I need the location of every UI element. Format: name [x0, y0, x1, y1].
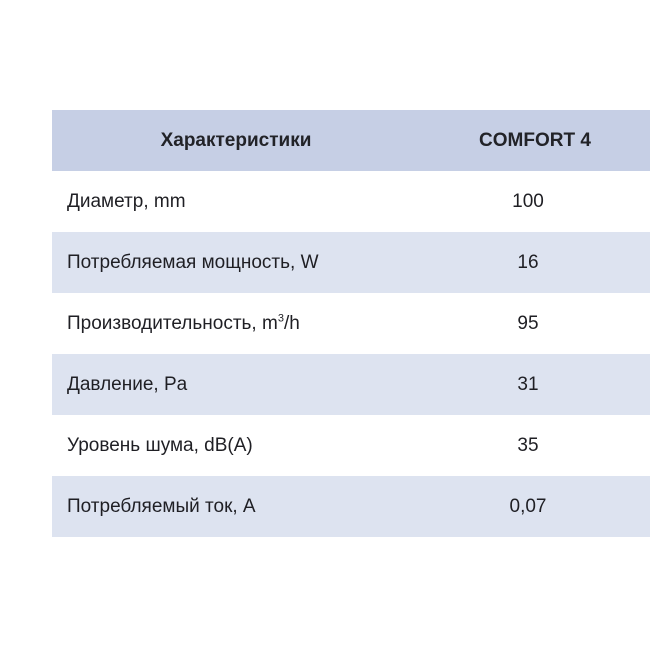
- capacity-label-text: Производительность, m: [67, 312, 278, 334]
- row-value-diameter: 100: [512, 190, 544, 212]
- table-row: [52, 354, 650, 415]
- table-row: [52, 293, 650, 354]
- table-row: [52, 171, 650, 232]
- table-row: [52, 232, 650, 293]
- capacity-label-superscript: 3: [277, 312, 284, 325]
- row-label-capacity: [52, 293, 420, 354]
- row-value-capacity: 95: [517, 312, 539, 334]
- row-value-power: 16: [517, 251, 539, 273]
- header-characteristics: Характеристики: [160, 129, 312, 151]
- row-label-noise: Уровень шума, dB(A): [67, 434, 253, 456]
- capacity-label-unit: /h: [283, 312, 300, 334]
- row-label-current: Потребляемый ток, A: [67, 495, 256, 517]
- specifications-table: [52, 110, 650, 537]
- row-label-power: Потребляемая мощность, W: [67, 251, 319, 273]
- table-header-row: [52, 110, 650, 171]
- row-label-diameter: Диаметр, mm: [67, 190, 186, 212]
- row-value-noise: 35: [517, 434, 539, 456]
- header-model: COMFORT 4: [479, 129, 591, 151]
- row-label-pressure: Давление, Pa: [67, 373, 188, 395]
- table-row: [52, 415, 650, 476]
- row-value-current: 0,07: [509, 495, 547, 517]
- table-row: [52, 476, 650, 537]
- row-value-pressure: 31: [517, 373, 539, 395]
